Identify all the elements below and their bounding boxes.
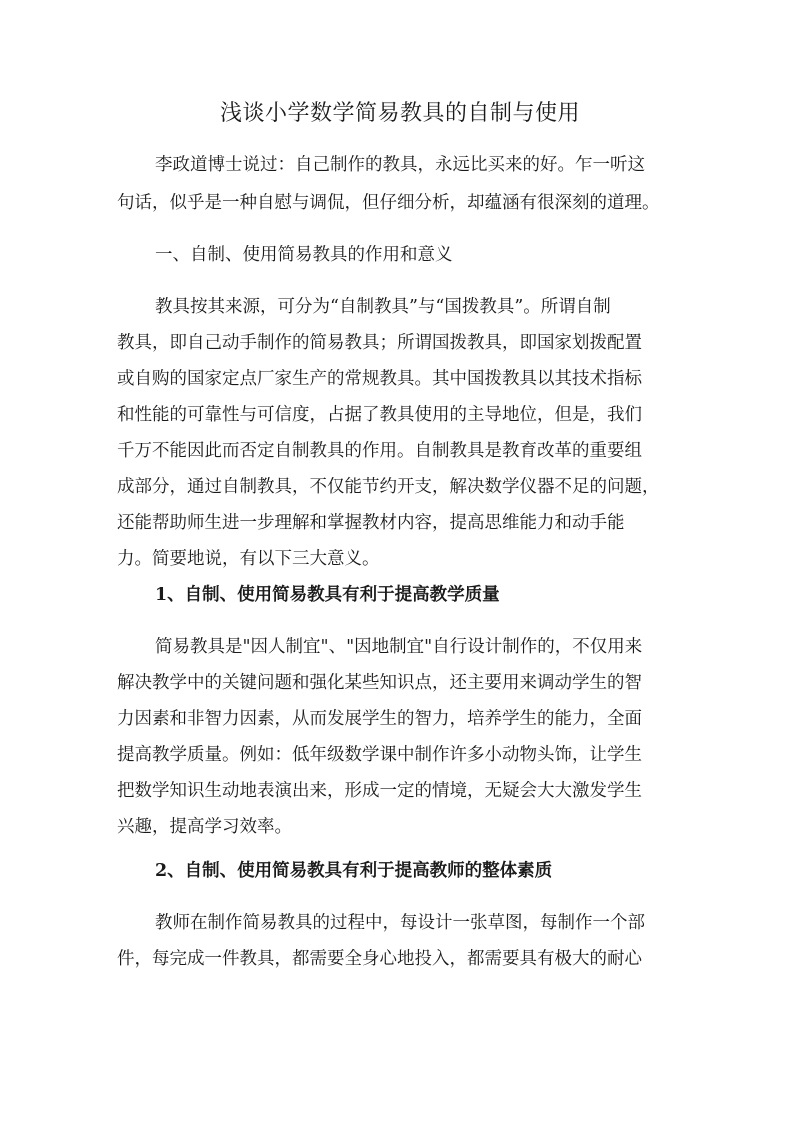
subsection-heading: 1、自制、使用简易教具有利于提高教学质量 — [155, 585, 500, 605]
paragraph-line: 还能帮助师生进一步理解和掌握教材内容，提高思维能力和动手能 — [117, 513, 625, 533]
paragraph-line: 李政道博士说过：自己制作的教具，永远比买来的好。乍一听这 — [155, 155, 645, 175]
section-heading: 一、自制、使用简易教具的作用和意义 — [155, 245, 453, 265]
paragraph-line: 教具，即自己动手制作的简易教具；所谓国拨教具，即国家划拨配置 — [117, 333, 642, 353]
paragraph-line: 成部分，通过自制教具，不仅能节约开支，解决数学仪器不足的问题， — [117, 477, 660, 497]
document-title: 浅谈小学数学简易教具的自制与使用 — [219, 101, 580, 126]
paragraph-line: 简易教具是"因人制宜"、"因地制宜"自行设计制作的，不仅用来 — [155, 637, 643, 657]
paragraph-line: 解决教学中的关键问题和强化某些知识点，还主要用来调动学生的智 — [117, 673, 642, 693]
paragraph-line: 兴趣，提高学习效率。 — [117, 817, 292, 837]
paragraph-line: 教师在制作简易教具的过程中，每设计一张草图，每制作一个部 — [155, 913, 645, 933]
paragraph-line: 教具按其来源，可分为“自制教具”与“国拨教具”。所谓自制 — [155, 297, 611, 317]
paragraph-line: 件，每完成一件教具，都需要全身心地投入，都需要具有极大的耐心 — [117, 949, 642, 969]
paragraph-line: 千万不能因此而否定自制教具的作用。自制教具是教育改革的重要组 — [117, 441, 642, 461]
paragraph-line: 力。简要地说，有以下三大意义。 — [117, 549, 380, 569]
paragraph-line: 把数学知识生动地表演出来，形成一定的情境，无疑会大大激发学生 — [117, 781, 642, 801]
paragraph-line: 句话，似乎是一种自慰与调侃，但仔细分析，却蕴涵有很深刻的道理。 — [117, 193, 660, 213]
paragraph-line: 提高教学质量。例如：低年级数学课中制作许多小动物头饰，让学生 — [117, 745, 642, 765]
paragraph-line: 和性能的可靠性与可信度，占据了教具使用的主导地位，但是，我们 — [117, 405, 642, 425]
subsection-heading: 2、自制、使用简易教具有利于提高教师的整体素质 — [155, 861, 553, 881]
paragraph-line: 力因素和非智力因素，从而发展学生的智力，培养学生的能力，全面 — [117, 709, 642, 729]
paragraph-line: 或自购的国家定点厂家生产的常规教具。其中国拨教具以其技术指标 — [117, 369, 642, 389]
